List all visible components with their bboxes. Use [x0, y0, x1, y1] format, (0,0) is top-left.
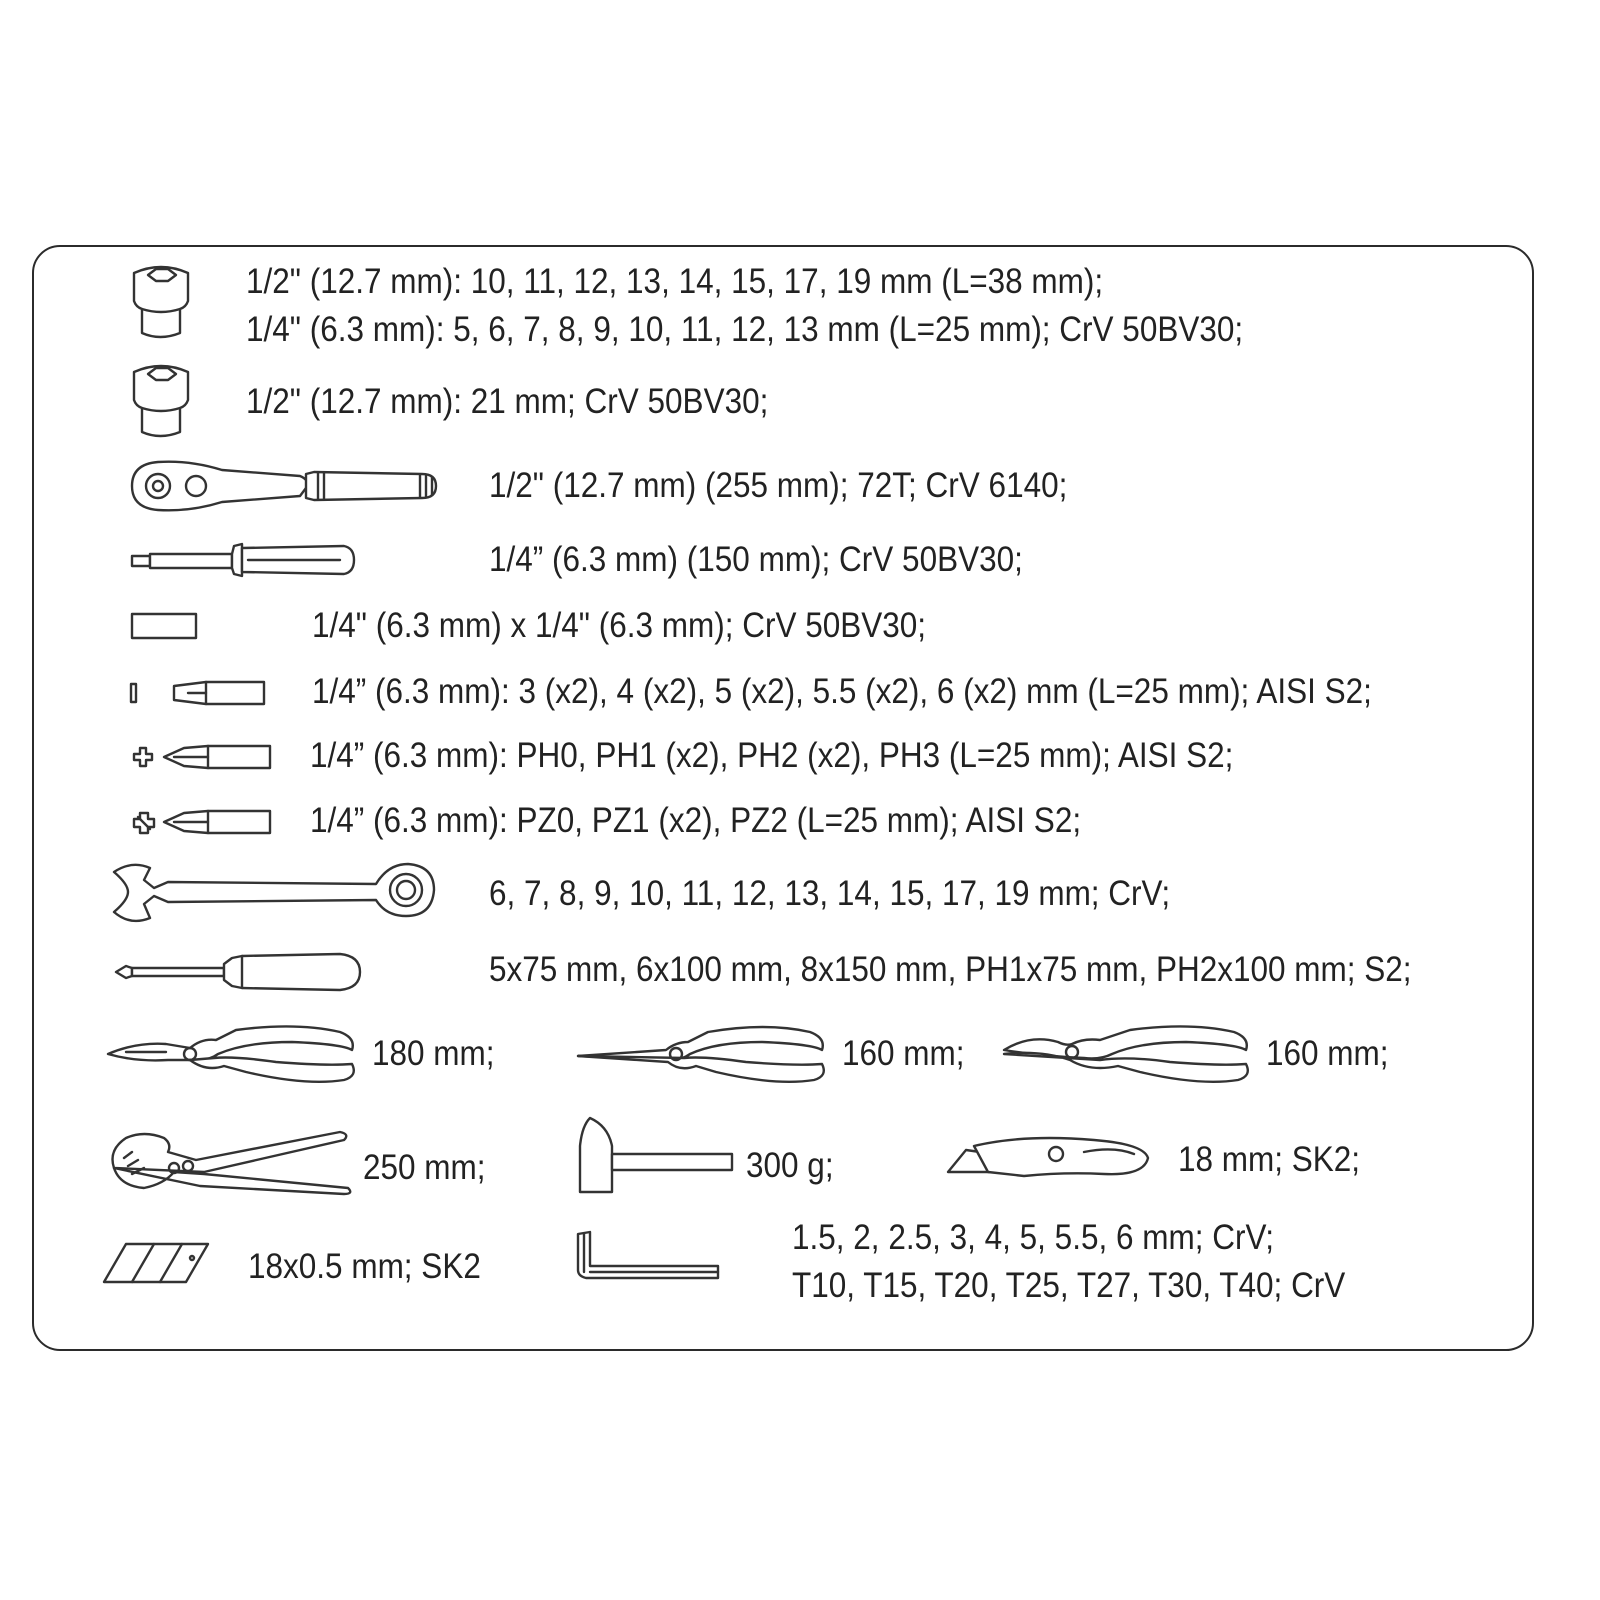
pozidriv-bits-spec: 1/4” (6.3 mm): PZ0, PZ1 (x2), PZ2 (L=25 mm); AISI S2;: [310, 801, 1082, 840]
socket-set-spec-line-2: 1/4" (6.3 mm): 5, 6, 7, 8, 9, 10, 11, 12, 13 mm (L=25 mm); CrV 50BV30;: [246, 310, 1244, 349]
utility-knife-icon: [944, 1132, 1154, 1182]
bit-holder-spec: 1/4” (6.3 mm) (150 mm); CrV 50BV30;: [489, 540, 1023, 579]
ratchet-spec: 1/2" (12.7 mm) (255 mm); 72T; CrV 6140;: [489, 466, 1068, 505]
snap-off-blades-icon: [102, 1240, 212, 1286]
long-nose-pliers-spec: 160 mm;: [842, 1034, 965, 1073]
combination-wrench-icon: [110, 860, 438, 926]
diagonal-cutter-icon: [1000, 1020, 1252, 1092]
adapter-icon: [130, 612, 200, 640]
slotted-bit-icon: [128, 676, 268, 710]
phillips-bit-icon: [128, 740, 274, 774]
adapter-spec: 1/4" (6.3 mm) x 1/4" (6.3 mm); CrV 50BV30;: [312, 606, 927, 645]
screwdrivers-spec: 5x75 mm, 6x100 mm, 8x150 mm, PH1x75 mm, PH2x100 mm; S2;: [489, 950, 1412, 989]
phillips-bits-spec: 1/4” (6.3 mm): PH0, PH1 (x2), PH2 (x2), PH3 (L=25 mm); AISI S2;: [310, 736, 1234, 775]
screwdriver-icon: [112, 950, 366, 994]
water-pump-pliers-icon: [104, 1128, 356, 1198]
hammer-icon: [576, 1116, 736, 1196]
hex-keys-spec-line-1: 1.5, 2, 2.5, 3, 4, 5, 5.5, 6 mm; CrV;: [792, 1218, 1275, 1257]
screwdriver-bit-holder-icon: [130, 540, 358, 580]
slotted-bits-spec: 1/4” (6.3 mm): 3 (x2), 4 (x2), 5 (x2), 5.5 (x2), 6 (x2) mm (L=25 mm); AISI S2;: [312, 672, 1372, 711]
hammer-spec: 300 g;: [746, 1146, 834, 1185]
socket-icon: [128, 263, 194, 343]
diagonal-cutter-spec: 160 mm;: [1266, 1034, 1389, 1073]
hex-key-icon: [576, 1230, 722, 1282]
snap-off-blades-spec: 18x0.5 mm; SK2: [248, 1247, 481, 1286]
combination-pliers-spec: 180 mm;: [372, 1034, 495, 1073]
socket-icon: [128, 362, 194, 442]
hex-keys-spec-line-2: T10, T15, T20, T25, T27, T30, T40; CrV: [792, 1266, 1346, 1305]
socket-set-spec-line-1: 1/2" (12.7 mm): 10, 11, 12, 13, 14, 15, 17, 19 mm (L=38 mm);: [246, 262, 1104, 301]
pozidriv-bit-icon: [128, 805, 274, 839]
combination-pliers-icon: [106, 1020, 358, 1092]
socket-21-spec: 1/2" (12.7 mm): 21 mm; CrV 50BV30;: [246, 382, 769, 421]
wrenches-spec: 6, 7, 8, 9, 10, 11, 12, 13, 14, 15, 17, 19 mm; CrV;: [489, 874, 1171, 913]
utility-knife-spec: 18 mm; SK2;: [1178, 1140, 1361, 1179]
long-nose-pliers-icon: [576, 1020, 828, 1092]
water-pump-pliers-spec: 250 mm;: [363, 1148, 486, 1187]
ratchet-icon: [130, 458, 446, 514]
